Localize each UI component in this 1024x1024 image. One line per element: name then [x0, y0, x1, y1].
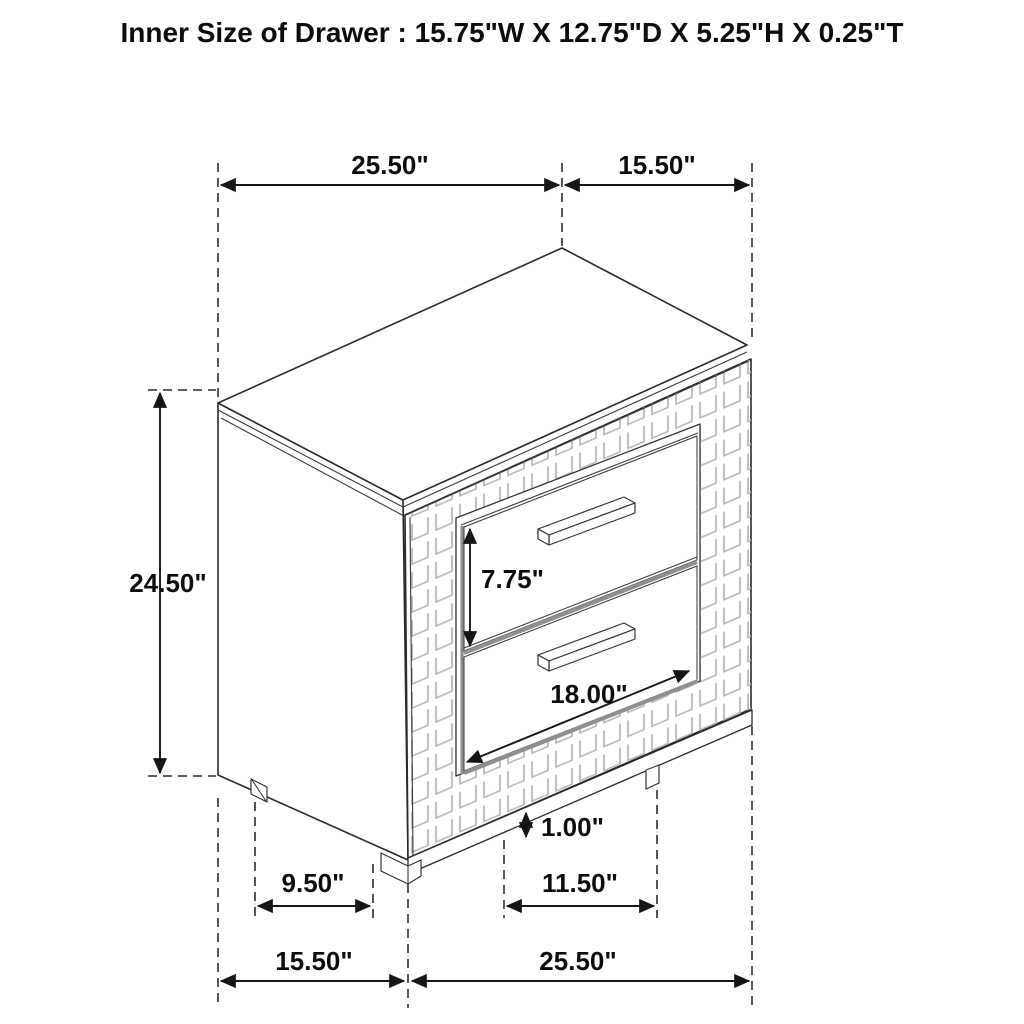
dim-label-side-leg-span: 9.50": [281, 868, 345, 898]
dim-label-base-rail: 1.00": [541, 812, 604, 842]
diagram-title: Inner Size of Drawer : 15.75"W X 12.75"D X 5.25"H X 0.25"T: [120, 17, 904, 48]
dim-label-bottom-depth: 15.50": [275, 946, 353, 976]
dim-label-drawer-width: 18.00": [550, 679, 628, 709]
dim-label-drawer-height: 7.75": [481, 564, 544, 594]
dim-label-overall-height: 24.50": [129, 568, 207, 598]
dim-label-front-leg-span: 11.50": [542, 868, 618, 898]
dim-label-top-width: 25.50": [351, 150, 429, 180]
dim-label-bottom-width: 25.50": [539, 946, 617, 976]
dim-label-top-depth: 15.50": [618, 150, 696, 180]
